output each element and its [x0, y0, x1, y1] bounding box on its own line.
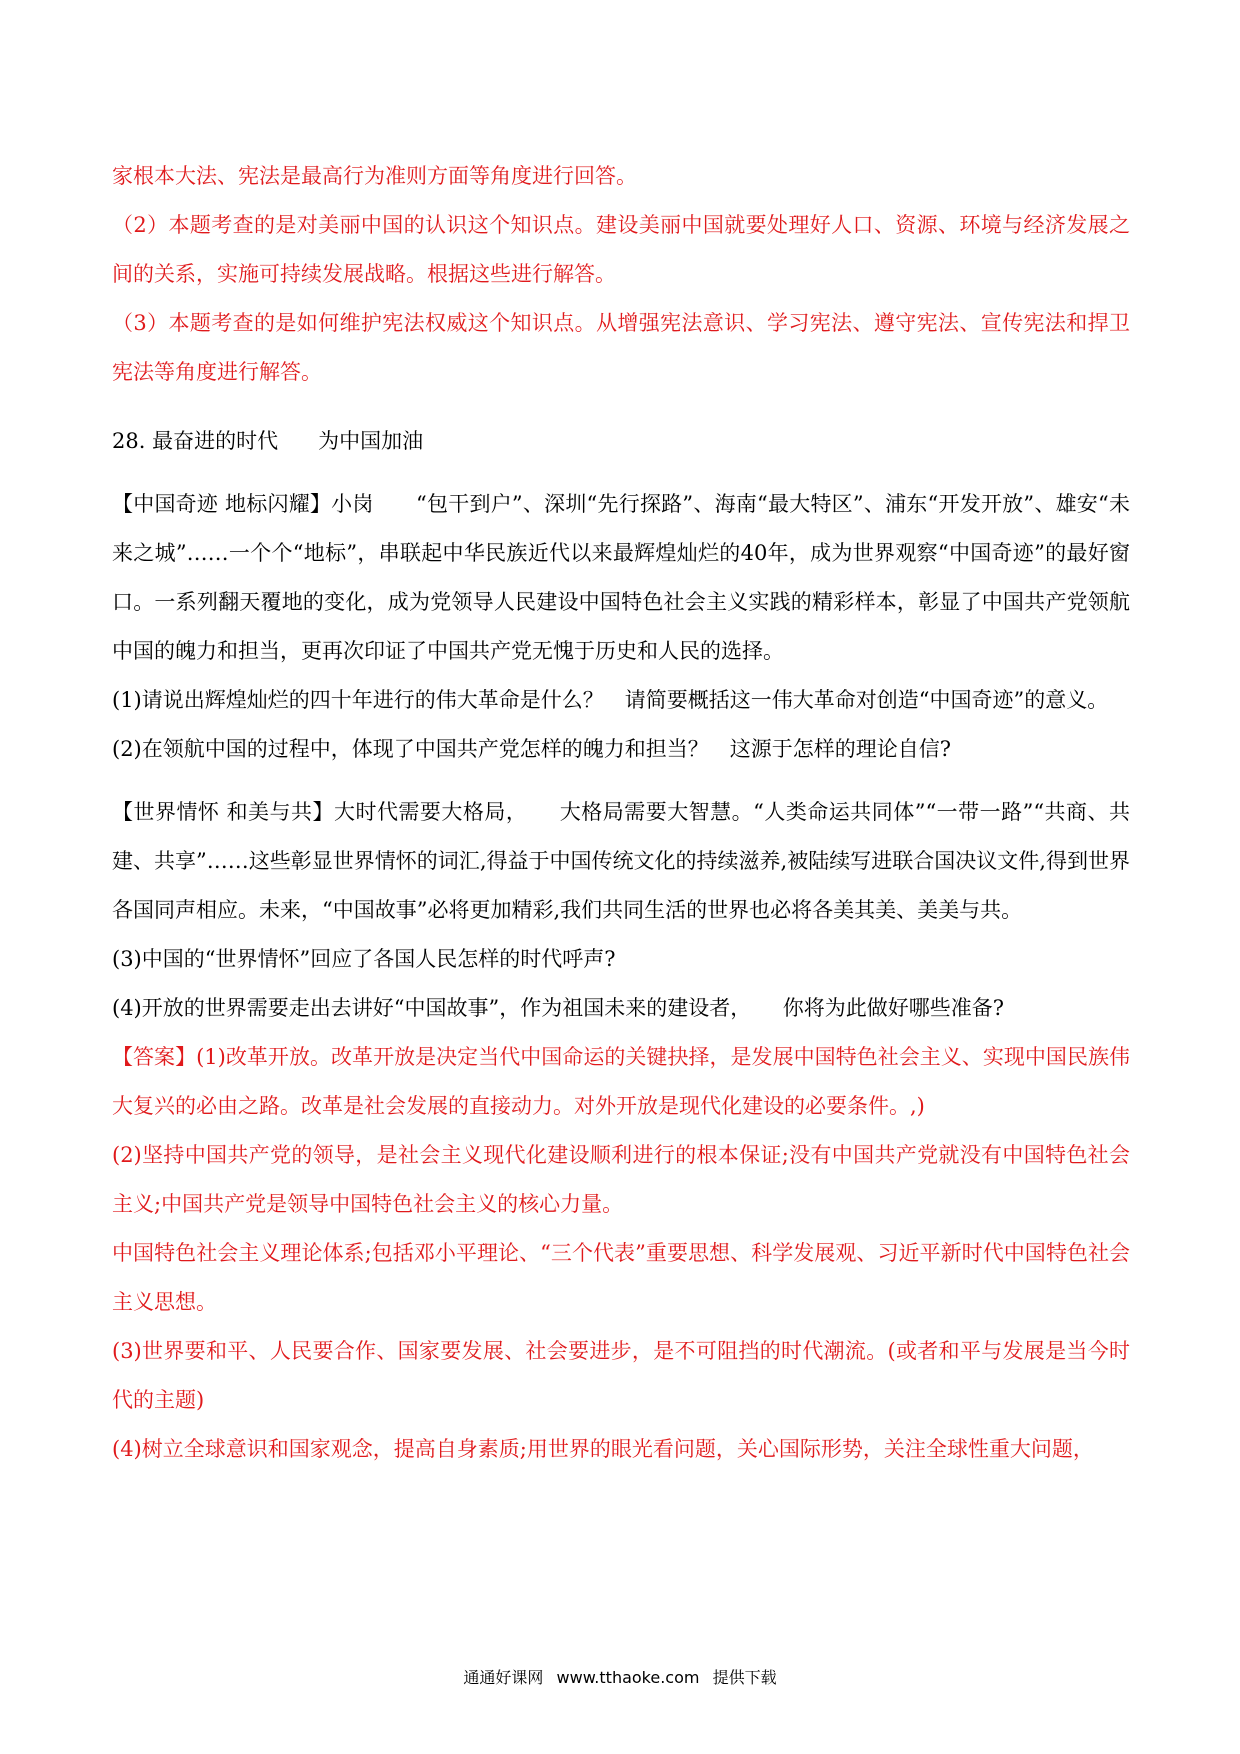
question-number: 28.: [112, 429, 146, 453]
question-3: (3)中国的“世界情怀”回应了各国人民怎样的时代呼声?: [112, 947, 616, 971]
question-title: [112, 417, 1130, 466]
question-1: (1)请说出辉煌灿烂的四十年进行的伟大革命是什么？ 请简要概括这一伟大革命对创造“中国奇迹”的意义。: [112, 688, 1109, 712]
footer-url[interactable]: www.tthaoke.com: [556, 1668, 700, 1687]
section-1-material: [112, 480, 1130, 676]
answer-1-text: (1)改革开放。改革开放是决定当代中国命运的关键抉择，是发展中国特色社会主义、实现中国民族伟大复兴的必由之路。改革是社会发展的直接动力。对外开放是现代化建设的必要条件。,): [112, 1045, 1130, 1118]
answer-1: [112, 1033, 1130, 1131]
question-4: (4)开放的世界需要走出去讲好“中国故事”，作为祖国未来的建设者， 你将为此做好哪些准备?: [112, 996, 1004, 1020]
spacer: [112, 466, 1130, 480]
section-2-material: [112, 788, 1130, 935]
question-title-part-b: 为中国加油: [318, 429, 424, 453]
spacer: [112, 397, 1130, 417]
question-2: (2)在领航中国的过程中，体现了中国共产党怎样的魄力和担当？ 这源于怎样的理论自信?: [112, 737, 952, 761]
footer-site-name: 通通好课网: [463, 1668, 544, 1687]
answer-2: (2)坚持中国共产党的领导，是社会主义现代化建设顺利进行的根本保证;没有中国共产党就没有中国特色社会主义;中国共产党是领导中国特色社会主义的核心力量。: [112, 1143, 1130, 1216]
page-content: [112, 152, 1130, 1474]
section-1-heading: 【中国奇迹 地标闪耀】: [112, 492, 332, 516]
answer-3: (3)世界要和平、人民要合作、国家要发展、社会要进步，是不可阻挡的时代潮流。(或者和平与发展是当今时代的主题): [112, 1339, 1130, 1412]
analysis-paragraph-2: （2）本题考查的是对美丽中国的认识这个知识点。建设美丽中国就要处理好人口、资源、环境与经济发展之间的关系，实施可持续发展战略。根据这些进行解答。: [112, 213, 1130, 286]
answer-heading: 【答案】: [112, 1045, 197, 1069]
section-1-text: 小岗 “包干到户”、深圳“先行探路”、海南“最大特区”、浦东“开发开放”、雄安“未来之城”……一个个“地标”，串联起中华民族近代以来最辉煌灿烂的40年，成为世界观察“中国奇迹”的最好窗口。一系列翻天覆地的变化，成为党领导人民建设中国特色社会主义实践的精彩样本，彰显了中国共产党领航中国的魄力和担当，更再次印证了中国共产党无愧于历史和人民的选择。: [112, 492, 1130, 663]
answer-4: (4)树立全球意识和国家观念，提高自身素质;用世界的眼光看问题，关心国际形势，关注全球性重大问题，: [112, 1437, 1094, 1461]
question-title-part-a: 最奋进的时代: [152, 429, 279, 453]
section-2-heading: 【世界情怀 和美与共】: [112, 800, 334, 824]
answer-continuation-line: 家根本大法、宪法是最高行为准则方面等角度进行回答。: [112, 164, 637, 188]
page-footer: [0, 1665, 1240, 1688]
answer-2-continued: 中国特色社会主义理论体系;包括邓小平理论、“三个代表”重要思想、科学发展观、习近平新时代中国特色社会主义思想。: [112, 1241, 1130, 1314]
analysis-paragraph-3: （3）本题考查的是如何维护宪法权威这个知识点。从增强宪法意识、学习宪法、遵守宪法、宣传宪法和捍卫宪法等角度进行解答。: [112, 311, 1130, 384]
footer-suffix: 提供下载: [712, 1668, 777, 1687]
spacer: [112, 774, 1130, 788]
section-2-text: 大时代需要大格局， 大格局需要大智慧。“人类命运共同体”“一带一路”“共商、共建、共享”……这些彰显世界情怀的词汇,得益于中国传统文化的持续滋养,被陆续写进联合国决议文件,得到世界各国同声相应。未来，“中国故事”必将更加精彩,我们共同生活的世界也必将各美其美、美美与共。: [112, 800, 1130, 922]
